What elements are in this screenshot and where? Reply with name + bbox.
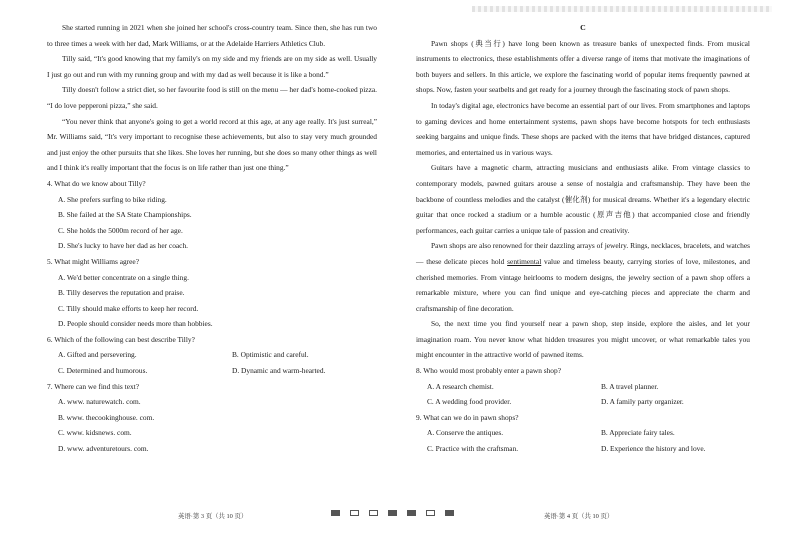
question-9-option-a: A. Conserve the antiques.	[427, 428, 504, 438]
scan-header-strip	[472, 6, 772, 12]
right-paragraph-3: Guitars have a magnetic charm, attracting musicians and enthusiasts alike. From vintage classics to contemporary models, pawned guitars arouse a sense of nostalgia and craftsmanship. They have been the backbone of countless melodies and the catalyst (催化剂) for musical dreams. Whether it's a legendary electric guitar that once rocked a stadium or a humble acoustic (原声吉他) that accompanied close and friendly performances, each guitar carries a unique tale of passion and creativity.	[416, 163, 750, 235]
registration-mark	[445, 510, 454, 516]
question-5-stem: 5. What might Williams agree?	[47, 256, 139, 266]
left-paragraph-1: She started running in 2021 when she joined her school's cross-country team. Since then, she has run two to three times a week with her dad, Mark Williams, or at the Adelaide Harriers Athletics Club.	[47, 23, 377, 48]
question-7-option-b: B. www. thecookinghouse. com.	[58, 412, 155, 422]
registration-mark	[369, 510, 378, 516]
registration-mark	[388, 510, 397, 516]
question-9-option-b: B. Appreciate fairy tales.	[601, 428, 675, 438]
question-6-stem: 6. Which of the following can best describe Tilly?	[47, 334, 195, 344]
question-6-option-d: D. Dynamic and warm-hearted.	[232, 366, 326, 376]
right-paragraph-5: So, the next time you find yourself near a pawn shop, step inside, explore the aisles, and let your imagination roam. You never know what hidden treasures you might uncover, or what remarkable tales you might encounter in the attractive world of pawned items.	[416, 319, 750, 360]
question-4-option-a: A. She prefers surfing to bike riding.	[58, 194, 167, 204]
question-4-option-d: D. She's lucky to have her dad as her coach.	[58, 241, 189, 251]
left-paragraph-2: Tilly said, “It's good knowing that my family's on my side and my friends are on my side as well. Usually I just go out and run with my running group and with my dad as well because it is like a bond.”	[47, 54, 377, 79]
question-7-stem: 7. Where can we find this text?	[47, 381, 140, 391]
registration-mark	[331, 510, 340, 516]
right-paragraph-4-before: Pawn shops are also renowned for their dazzling arrays of jewelry. Rings, necklaces, bracelets, and watches — these delicate pieces hold	[416, 241, 750, 266]
question-8-stem: 8. Who would most probably enter a pawn shop?	[416, 366, 561, 376]
question-9-stem: 9. What can we do in pawn shops?	[416, 412, 519, 422]
right-column	[416, 20, 750, 457]
question-6-option-a: A. Gifted and persevering.	[58, 350, 137, 360]
registration-mark	[426, 510, 435, 516]
right-page-footer: 英语·第 4 页（共 10 页）	[544, 513, 614, 520]
question-9-row-1	[416, 425, 750, 441]
left-page-footer: 英语·第 3 页（共 10 页）	[178, 513, 248, 520]
left-column	[47, 20, 377, 457]
left-paragraph-4: “You never think that anyone's going to get a world record at this age, at any age really. It's just surreal,” Mr. Williams said, “It's very important to recognise these achievements, but also to stay very much grounded and just enjoy the other pursuits that she likes. She loves her running, but she does so many other things as well and I think it's really important that the focus is on life rather than just one thing.”	[47, 116, 377, 173]
question-9-option-d: D. Experience the history and love.	[601, 444, 706, 454]
right-paragraph-4	[416, 238, 750, 316]
question-7-option-c: C. www. kidsnews. com.	[58, 428, 132, 438]
underlined-word: sentimental	[507, 256, 542, 266]
question-8-row-1	[416, 379, 750, 395]
registration-mark	[350, 510, 359, 516]
question-8-option-b: B. A travel planner.	[601, 381, 659, 391]
question-7-option-a: A. www. naturewatch. com.	[58, 397, 141, 407]
question-7-option-d: D. www. adventuretours. com.	[58, 444, 149, 454]
right-paragraph-1: Pawn shops (典当行) have long been known as treasure banks of unexpected finds. From musical instruments to electronics, these establishments offer a diverse range of items that motivate the imaginations of both buyers and sellers. In this article, we explore the fascinating world of popular items frequently pawned at shops. Now, fasten your seatbelts and get ready for a journey through the fascinating stock of pawn shops.	[416, 38, 750, 95]
registration-marks	[331, 510, 454, 516]
question-6-row-2	[47, 363, 377, 379]
question-9-option-c: C. Practice with the craftsman.	[427, 444, 519, 454]
left-paragraph-3: Tilly doesn't follow a strict diet, so her favourite food is still on the menu — her dad's home-cooked pizza. “I do love pepperoni pizza,” she said.	[47, 85, 377, 110]
question-8-option-c: C. A wedding food provider.	[427, 397, 512, 407]
question-4-option-c: C. She holds the 5000m record of her age.	[58, 225, 183, 235]
question-9-row-2	[416, 441, 750, 457]
question-8-option-d: D. A family party organizer.	[601, 397, 684, 407]
question-4-option-b: B. She failed at the SA State Championships.	[58, 210, 192, 220]
question-5-option-a: A. We'd better concentrate on a single thing.	[58, 272, 189, 282]
question-5-option-c: C. Tilly should make efforts to keep her record.	[58, 303, 199, 313]
question-5-option-b: B. Tilly deserves the reputation and praise.	[58, 288, 185, 298]
question-4-stem: 4. What do we know about Tilly?	[47, 178, 146, 188]
right-paragraph-2: In today's digital age, electronics have become an essential part of our lives. From smartphones and laptops to gaming devices and home entertainment systems, pawn shops have become hotspots for tech enthusiasts seeking bargains and unique finds. These shops are packed with the items that have bridged distances, captured memories, and entertained us in various ways.	[416, 100, 750, 157]
section-title: C	[580, 23, 586, 32]
question-5-option-d: D. People should consider needs more than hobbies.	[58, 319, 213, 329]
question-8-option-a: A. A research chemist.	[427, 381, 494, 391]
question-8-row-2	[416, 394, 750, 410]
question-6-row-1	[47, 347, 377, 363]
registration-mark	[407, 510, 416, 516]
question-6-option-b: B. Optimistic and careful.	[232, 350, 309, 360]
right-paragraph-4-after: value and timeless beauty, carrying stories of love, milestones, and cherished memories. From vintage heirlooms to modern designs, the jewelry section of a pawn shop offers a remarkable mixture, where you can find unique and eye-catching pieces and appreciate the charm and craftsmanship of fine decoration.	[416, 256, 750, 313]
question-6-option-c: C. Determined and humorous.	[58, 366, 148, 376]
